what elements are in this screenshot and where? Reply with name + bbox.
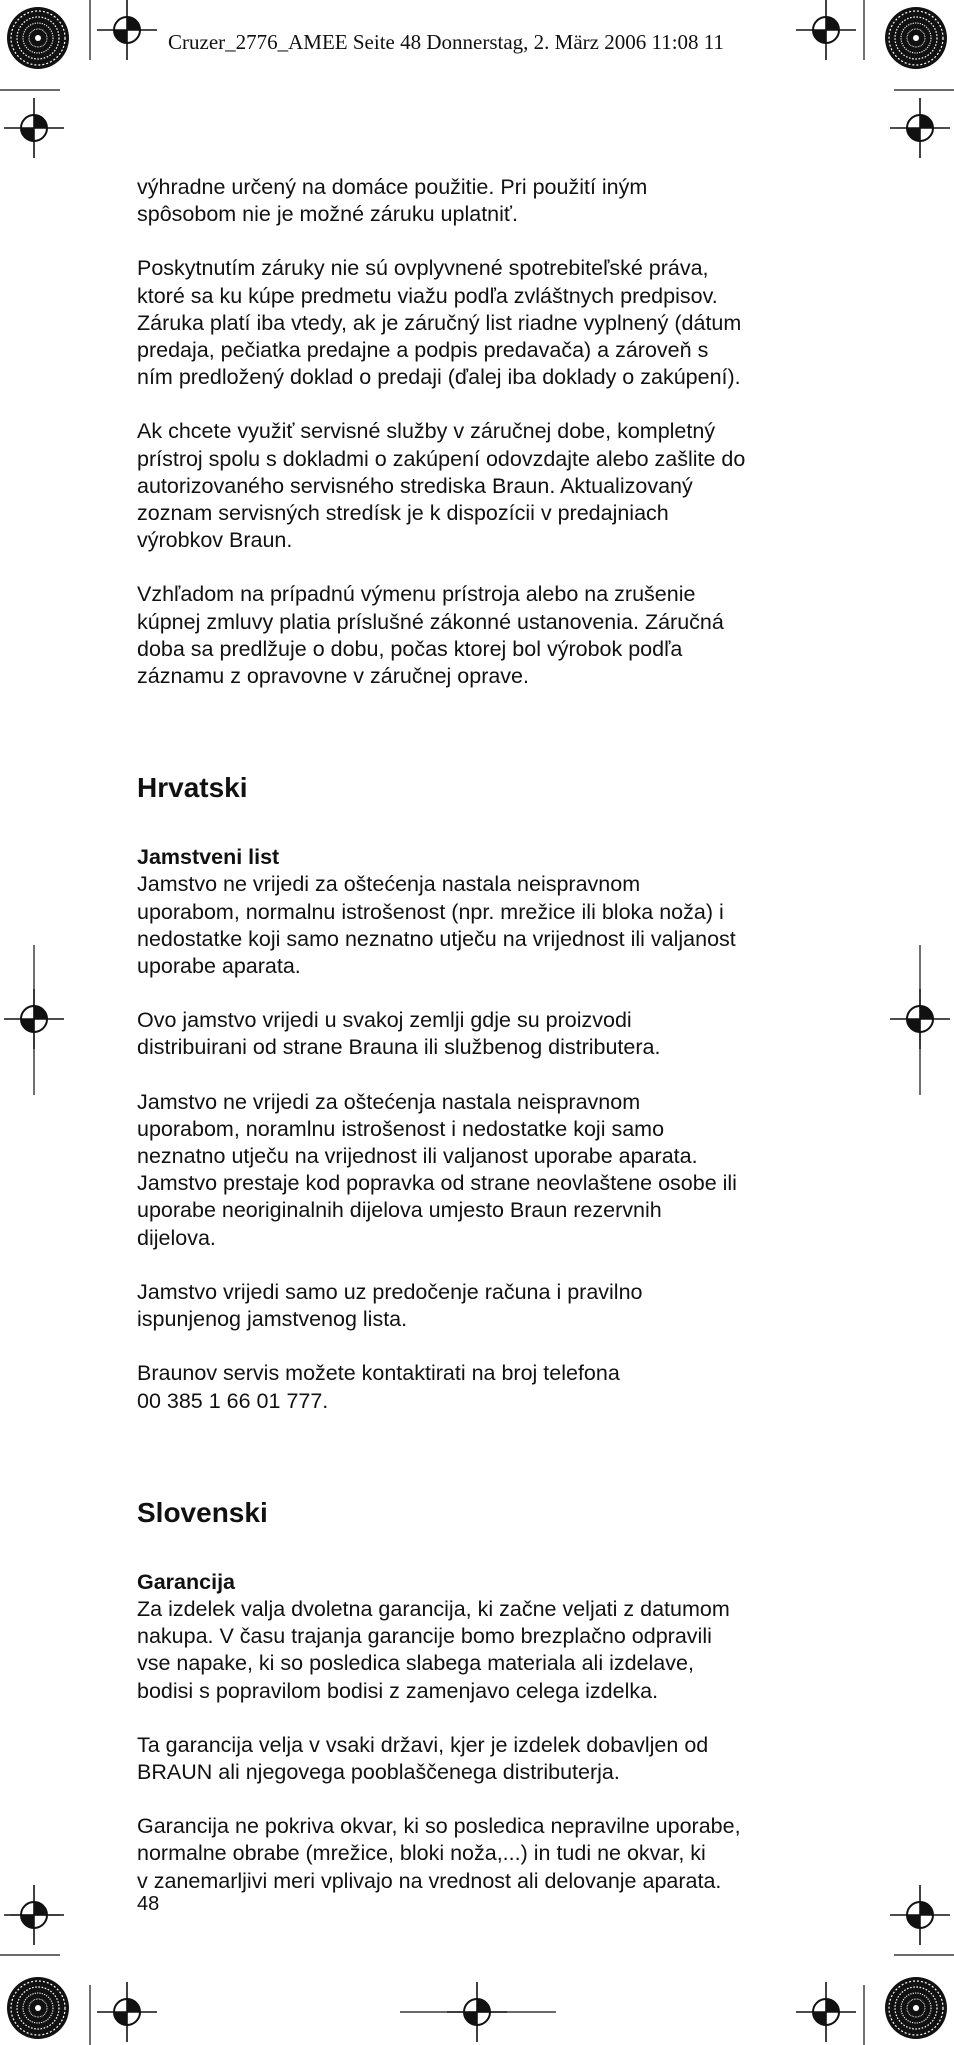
paragraph: Poskytnutím záruky nie sú ovplyvnené spotrebiteľské práva, ktoré sa ku kúpe predmetu viažu podľa zvláštnych predpisov. Záruka platí iba vtedy, ak je záručný list riadne vyplnený (dátum predaja, pečiatka predajne a podpis predavača) a zároveň s ním predložený doklad o predaji (ďalej iba doklady o zakúpení). — [137, 256, 742, 390]
paragraph: Jamstvo ne vrijedi za oštećenja nastala neispravnom uporabom, normalnu istrošenost (npr. mrežice ili bloka noža) i nedostatke koji samo neznatno utječu na vrijednost ili valjanost uporabe aparata. — [137, 872, 736, 979]
paragraph: Vzhľadom na prípadnú výmenu prístroja alebo na zrušenie kúpnej zmluvy platia príslušné zákonné ustanovenia. Záručná doba sa predlžuje o dobu, počas ktorej bol výrobok podľa záznamu z opravovne v záručnej oprave. — [137, 582, 724, 689]
paragraph: Braunov servis možete kontaktirati na broj telefona 00 385 1 66 01 777. — [137, 1361, 620, 1413]
paragraph: Jamstvo ne vrijedi za oštećenja nastala neispravnom uporabom, noramlnu istrošenost i nedostatke koji samo neznatno utječu na vrijednost ili valjanost uporabe aparata. Jamstvo prestaje kod popravka od strane neovlaštene osobe ili uporabe neoriginalnih dijelova umjesto Braun rezervnih dijelova. — [137, 1089, 737, 1250]
star-target-icon — [885, 1977, 947, 2039]
paragraph: Ak chcete využiť servisné služby v záručnej dobe, kompletný prístroj spolu s dokladmi o zakúpení odovzdajte alebo zašlite do autorizovaného servisného strediska Braun. Aktualizovaný zoznam servisných stredísk je k dispozícii v predajniach výrobkov Braun. — [137, 419, 746, 553]
paragraph: Za izdelek valja dvoletna garancija, ki začne veljati z datumom nakupa. V času trajanja garancije bomo brezplačno odpravili vse napake, ki so posledica slabega materiala ali izdelave, bodisi s popravilom bodisi z zamenjavo celega izdelka. — [137, 1596, 730, 1703]
registration-mark-icon — [890, 98, 950, 158]
page-content — [137, 174, 827, 1895]
paragraph: Ta garancija velja v vsaki državi, kjer je izdelek dobavljen od BRAUN ali njegovega pooblaščenega distributerja. — [137, 1732, 709, 1784]
star-target-icon — [7, 1977, 69, 2039]
registration-mark-icon — [97, 0, 157, 60]
registration-mark-icon — [796, 1982, 856, 2042]
registration-mark-icon — [4, 98, 64, 158]
star-target-icon — [7, 7, 69, 69]
section-subtitle: Garancija — [137, 1569, 235, 1594]
section-subtitle: Jamstveni list — [137, 845, 280, 870]
paragraph: Ovo jamstvo vrijedi u svakoj zemlji gdje su proizvodi distribuirani od strane Brauna ili službenog distributera. — [137, 1008, 661, 1060]
print-slug: Cruzer_2776_AMEE Seite 48 Donnerstag, 2. März 2006 11:08 11 — [168, 30, 725, 54]
paragraph: Jamstvo vrijedi samo uz predočenje računa i pravilno ispunjenog jamstvenog lista. — [137, 1279, 643, 1332]
section-title-slovenian: Slovenski — [137, 1496, 268, 1528]
registration-mark-icon — [796, 0, 856, 60]
registration-mark-icon — [97, 1982, 157, 2042]
paragraph: Garancija ne pokriva okvar, ki so posledica nepravilne uporabe, normalne obrabe (mrežice, bloki noža,...) in tudi ne okvar, ki v zanemarljivi meri vplivajo na vrednost ali delovanje aparata. — [137, 1814, 741, 1893]
star-target-icon — [885, 7, 947, 69]
registration-mark-icon — [890, 1885, 950, 1945]
section-title-croatian: Hrvatski — [137, 772, 248, 804]
paragraph: výhradne určený na domáce použitie. Pri použití iným spôsobom nie je možné záruku uplatniť. — [137, 175, 648, 227]
page-number: 48 — [137, 1893, 160, 1915]
